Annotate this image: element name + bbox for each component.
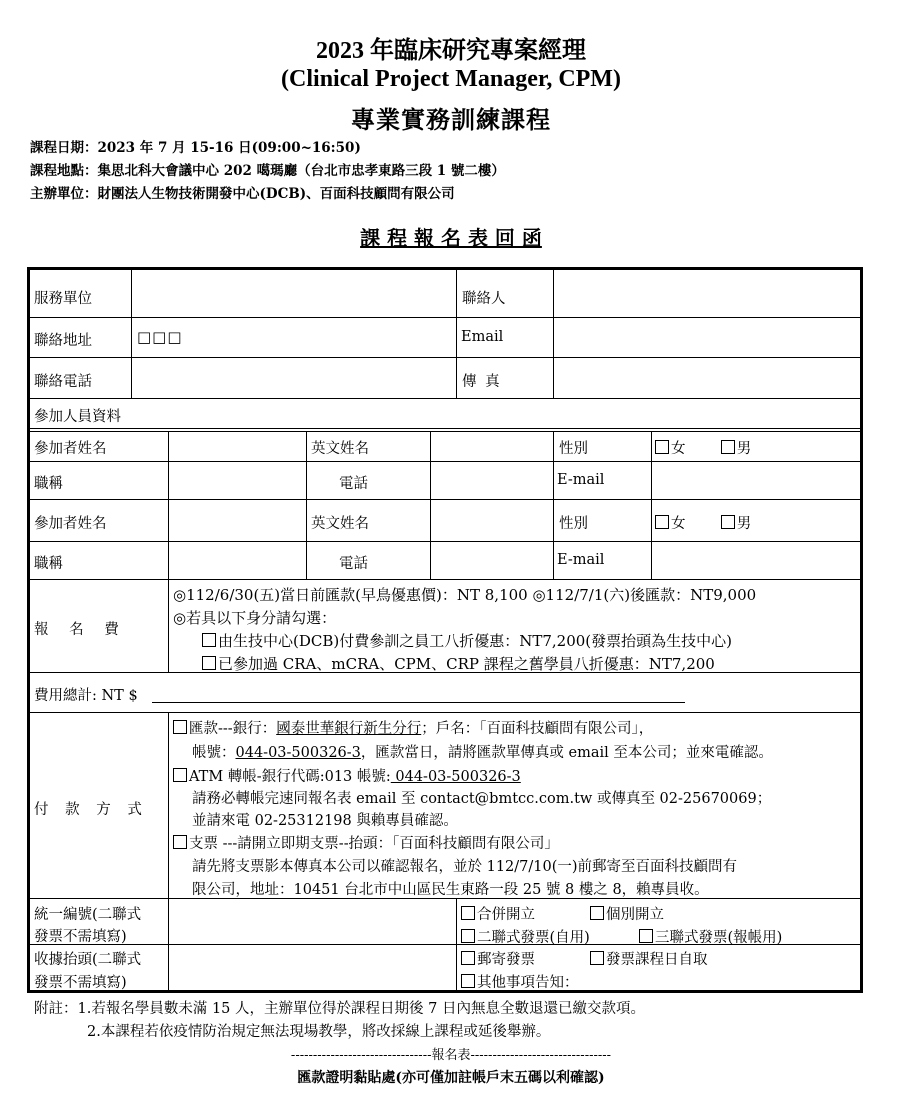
check-checkbox[interactable] bbox=[173, 835, 187, 849]
atm-note-2: 並請來電 02-25312198 與賴專員確認。 bbox=[192, 813, 458, 829]
remit-checkbox[interactable] bbox=[173, 720, 187, 734]
remit-account-name: ；戶名：「百面科技顧問有限公司」， bbox=[421, 721, 654, 737]
total-amount-line[interactable] bbox=[152, 702, 685, 703]
mail-label: 郵寄發票 bbox=[477, 952, 535, 968]
male-checkbox[interactable] bbox=[721, 440, 735, 454]
contact-person-field[interactable] bbox=[555, 270, 859, 316]
invoice-opt-separate bbox=[590, 903, 664, 924]
phone-label: 聯絡電話 bbox=[34, 374, 92, 390]
participant-2-english-name-label: 英文姓名 bbox=[311, 516, 369, 532]
fee-label: 報 名 費 bbox=[34, 622, 127, 638]
participant-1-gender-label: 性別 bbox=[559, 441, 588, 457]
other-checkbox[interactable] bbox=[461, 974, 475, 988]
participant-1-phone-label: 電話 bbox=[339, 476, 368, 492]
check-line-2: 請先將支票影本傳真本公司以確認報名，並於 112/7/10(一)前郵寄至百面科技顧問有 bbox=[192, 859, 738, 875]
payment-label: 付 款 方 式 bbox=[34, 802, 148, 818]
title-line-1: 2023 年臨床研究專案經理 bbox=[316, 38, 586, 64]
fee-identity-prompt: ◎若具以下身分請勾選： bbox=[173, 609, 337, 627]
participant-1-title-label: 職稱 bbox=[34, 476, 63, 492]
fee-price-line: ◎112/6/30(五)當日前匯款(早鳥優惠價)：NT 8,100 ◎112/7/1(六)後匯款：NT9,000 bbox=[173, 586, 757, 604]
participant-1-english-name-label: 英文姓名 bbox=[311, 441, 369, 457]
invoice-opt-mail bbox=[461, 948, 535, 969]
duplicate-checkbox[interactable] bbox=[461, 929, 475, 943]
female-label: 女 bbox=[671, 516, 686, 532]
triplicate-label: 三聯式發票(報帳用) bbox=[655, 930, 783, 946]
separate-checkbox[interactable] bbox=[590, 906, 604, 920]
combined-checkbox[interactable] bbox=[461, 906, 475, 920]
atm-note-1: 請務必轉帳完速同報名表 email 至 contact@bmtcc.com.tw 或傳真至 02-25670069； bbox=[192, 791, 772, 807]
participant-2-gender-options bbox=[655, 512, 751, 533]
participant-1-name-label: 參加者姓名 bbox=[34, 441, 107, 457]
participant-2-email-label: E-mail bbox=[557, 552, 605, 568]
service-unit-label: 服務單位 bbox=[34, 291, 92, 307]
payment-remit-line bbox=[173, 717, 653, 738]
payment-atm-line bbox=[173, 765, 521, 786]
duplicate-label: 二聯式發票(自用) bbox=[477, 930, 590, 946]
invoice-opt-combined bbox=[461, 903, 535, 924]
pickup-label: 發票課程日自取 bbox=[606, 952, 708, 968]
male-label: 男 bbox=[736, 441, 752, 457]
female-checkbox[interactable] bbox=[655, 440, 669, 454]
participant-1-email-label: E-mail bbox=[557, 472, 605, 488]
fee-option-alumni bbox=[202, 653, 715, 674]
participant-2-name-label: 參加者姓名 bbox=[34, 516, 107, 532]
form-title: 課 程 報 名 表 回 函 bbox=[360, 226, 542, 250]
remittance-slip-label: 匯款證明黏貼處(亦可僅加註帳戶末五碼以利確認) bbox=[297, 1070, 605, 1086]
form-divider: --------------------------------報名表-------------------------------- bbox=[290, 1048, 612, 1063]
course-date: 課程日期：2023 年 7 月 15-16 日(09:00~16:50) bbox=[30, 140, 361, 156]
receipt-title-field[interactable] bbox=[170, 946, 454, 989]
fee-option-dcb bbox=[202, 630, 732, 651]
tax-id-label-2: 發票不需填寫) bbox=[34, 929, 127, 945]
invoice-opt-other bbox=[461, 971, 579, 992]
separate-label: 個別開立 bbox=[606, 907, 664, 923]
account-number: 044-03-500326-3 bbox=[235, 745, 361, 761]
combined-label: 合併開立 bbox=[477, 907, 535, 923]
atm-account: 044-03-500326-3 bbox=[390, 769, 521, 785]
invoice-opt-triplicate bbox=[639, 926, 782, 947]
fax-label: 傳 真 bbox=[462, 374, 502, 390]
pickup-checkbox[interactable] bbox=[590, 951, 604, 965]
remit-prefix: 匯款---銀行： bbox=[189, 721, 277, 737]
course-location: 課程地點：集思北科大會議中心 202 噶瑪廳（台北市忠孝東路三段 1 號二樓） bbox=[30, 163, 505, 179]
male-checkbox[interactable] bbox=[721, 515, 735, 529]
female-label: 女 bbox=[671, 441, 686, 457]
total-label: 費用總計: NT $ bbox=[34, 688, 138, 704]
title-line-2: (Clinical Project Manager, CPM) bbox=[281, 66, 621, 92]
organizer: 主辦單位：財團法人生物技術開發中心(DCB)、百面科技顧問有限公司 bbox=[30, 186, 455, 202]
check-line-3: 限公司，地址：10451 台北市中山區民生東路一段 25 號 8 樓之 8，賴專員收。 bbox=[192, 882, 709, 898]
fax-field[interactable] bbox=[555, 358, 859, 397]
invoice-opt-pickup bbox=[590, 948, 708, 969]
check-line-1: 支票 ---請開立即期支票--抬頭：「百面科技顧問有限公司」 bbox=[189, 836, 559, 852]
note-2: 2.本課程若依疫情防治規定無法現場教學，將改採線上課程或延後舉辦。 bbox=[87, 1024, 551, 1040]
atm-prefix: ATM 轉帳-銀行代碼:013 帳號: bbox=[189, 769, 391, 785]
dcb-discount-label: 由生技中心(DCB)付費參訓之員工八折優惠：NT7,200(發票抬頭為生技中心) bbox=[218, 632, 733, 650]
atm-checkbox[interactable] bbox=[173, 768, 187, 782]
participant-1-gender-options bbox=[655, 437, 751, 458]
receipt-title-label-2: 發票不需填寫) bbox=[34, 975, 127, 991]
note-1: 附註：1.若報名學員數未滿 15 人，主辦單位得於課程日期後 7 日內無息全數退還已繳交款項。 bbox=[34, 1001, 645, 1017]
receipt-title-label-1: 收據抬頭(二聯式 bbox=[34, 952, 142, 968]
service-unit-field[interactable] bbox=[133, 270, 455, 316]
participant-2-title-label: 職稱 bbox=[34, 556, 63, 572]
tax-id-label-1: 統一編號(二聯式 bbox=[34, 907, 142, 923]
title-line-3: 專業實務訓練課程 bbox=[351, 108, 551, 134]
participants-header: 參加人員資料 bbox=[34, 409, 121, 425]
payment-check-line bbox=[173, 832, 559, 853]
invoice-opt-duplicate bbox=[461, 926, 590, 947]
alumni-discount-label: 已參加過 CRA、mCRA、CPM、CRP 課程之舊學員八折優惠：NT7,200 bbox=[218, 655, 715, 673]
contact-person-label: 聯絡人 bbox=[462, 291, 506, 307]
account-prefix: 帳號： bbox=[192, 745, 236, 761]
participant-2-phone-label: 電話 bbox=[339, 556, 368, 572]
dcb-discount-checkbox[interactable] bbox=[202, 633, 216, 647]
address-postal-code-boxes[interactable]: □□□ bbox=[137, 328, 183, 346]
payment-account-line bbox=[192, 741, 773, 762]
remit-note: ，匯款當日，請將匯款單傳真或 email 至本公司；並來電確認。 bbox=[360, 745, 773, 761]
email-label: Email bbox=[461, 329, 504, 345]
email-field[interactable] bbox=[555, 318, 859, 356]
address-label: 聯絡地址 bbox=[34, 333, 92, 349]
bank-name: 國泰世華銀行新生分行 bbox=[276, 721, 422, 737]
alumni-discount-checkbox[interactable] bbox=[202, 656, 216, 670]
triplicate-checkbox[interactable] bbox=[639, 929, 653, 943]
participant-2-gender-label: 性別 bbox=[559, 516, 588, 532]
female-checkbox[interactable] bbox=[655, 515, 669, 529]
mail-checkbox[interactable] bbox=[461, 951, 475, 965]
other-label: 其他事項告知： bbox=[477, 975, 579, 991]
male-label: 男 bbox=[736, 516, 752, 532]
phone-field[interactable] bbox=[133, 358, 455, 397]
tax-id-field[interactable] bbox=[170, 900, 454, 943]
